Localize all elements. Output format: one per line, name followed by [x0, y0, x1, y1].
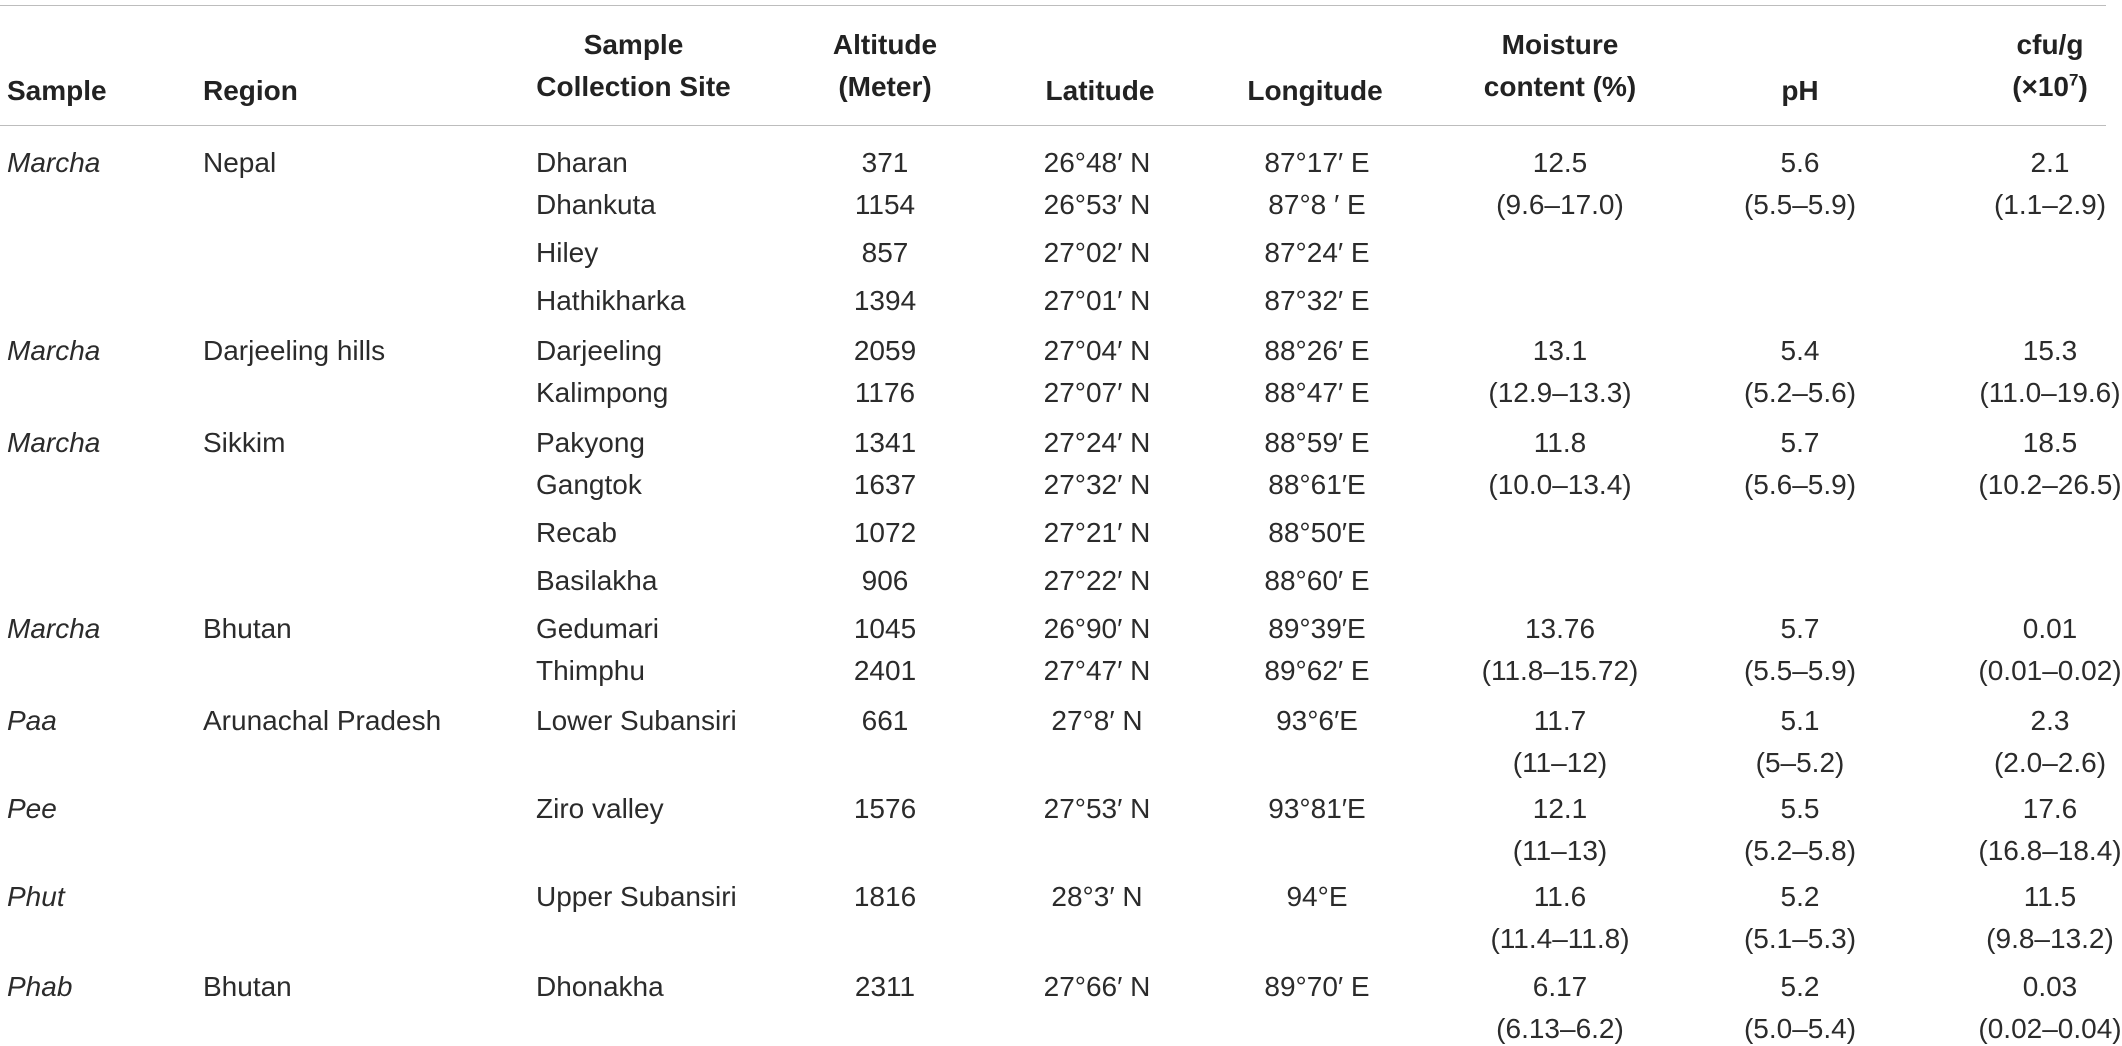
cell-ph: 5.4 — [1780, 335, 1820, 366]
cell-cfu: (11.0–19.6) — [1979, 377, 2121, 408]
header-cfu-line1: cfu/g — [2016, 29, 2084, 60]
cell-lon: 88°59′ E — [1264, 427, 1370, 458]
cell-alt: 2059 — [853, 335, 917, 366]
header-altitude-line2: (Meter) — [838, 71, 932, 102]
cell-moist: (6.13–6.2) — [1496, 1013, 1624, 1044]
cell-moist: (10.0–13.4) — [1488, 469, 1632, 500]
cell-ph: 5.7 — [1780, 427, 1820, 458]
cell-ph: 5.7 — [1780, 613, 1820, 644]
cell-site: Kalimpong — [536, 377, 669, 408]
header-cfu — [1990, 24, 2110, 108]
cell-lat: 27°24′ N — [1043, 427, 1151, 458]
cell-site: Gedumari — [536, 613, 659, 644]
cell-ph: (5.5–5.9) — [1743, 655, 1857, 686]
cell-alt: 1637 — [853, 469, 917, 500]
cell-lat: 27°8′ N — [1051, 705, 1143, 736]
cell-cfu: 18.5 — [2022, 427, 2078, 458]
cell-site: Hiley — [536, 237, 599, 268]
table-header-rule — [0, 125, 2106, 126]
cell-site: Darjeeling — [536, 335, 663, 366]
cell-lat: 27°66′ N — [1043, 971, 1151, 1002]
cell-lon: 87°32′ E — [1264, 285, 1370, 316]
cell-site: Recab — [536, 517, 617, 548]
cell-lon: 87°24′ E — [1264, 237, 1370, 268]
cell-lat: 27°07′ N — [1043, 377, 1151, 408]
cell-site: Ziro valley — [536, 793, 664, 824]
cell-moist: (12.9–13.3) — [1488, 377, 1632, 408]
cell-alt: 1394 — [853, 285, 917, 316]
cell-lon: 94°E — [1286, 881, 1348, 912]
header-cfu-post: ) — [2078, 71, 2088, 102]
cell-lat: 27°02′ N — [1043, 237, 1151, 268]
cell-lat: 27°47′ N — [1043, 655, 1151, 686]
header-cfu-line2 — [1990, 66, 2110, 108]
cell-lat: 28°3′ N — [1051, 881, 1143, 912]
cell-sample: Marcha — [7, 335, 101, 366]
header-altitude-line1: Altitude — [832, 29, 938, 60]
cell-lat: 26°53′ N — [1043, 189, 1151, 220]
cell-moist: (9.6–17.0) — [1496, 189, 1624, 220]
cell-sample: Marcha — [7, 613, 101, 644]
cell-moist: 6.17 — [1532, 971, 1588, 1002]
cell-lat: 27°32′ N — [1043, 469, 1151, 500]
cell-site: Hathikharka — [536, 285, 686, 316]
cell-moist: 12.5 — [1532, 147, 1588, 178]
cell-region: Arunachal Pradesh — [203, 705, 442, 736]
cell-moist: 13.1 — [1532, 335, 1588, 366]
header-latitude: Latitude — [1045, 75, 1155, 106]
cell-lat: 27°04′ N — [1043, 335, 1151, 366]
cell-region: Darjeeling hills — [203, 335, 386, 366]
header-site — [536, 24, 731, 108]
header-moisture — [1470, 24, 1650, 108]
cell-sample: Marcha — [7, 147, 101, 178]
cell-region: Sikkim — [203, 427, 286, 458]
cell-sample: Marcha — [7, 427, 101, 458]
cell-cfu: 2.3 — [2030, 705, 2070, 736]
cell-lon: 93°81′E — [1268, 793, 1366, 824]
header-cfu-pre: (×10 — [2012, 71, 2070, 102]
cell-alt: 2311 — [854, 971, 916, 1002]
cell-cfu: (9.8–13.2) — [1986, 923, 2114, 954]
cell-alt: 1154 — [854, 189, 916, 220]
cell-alt: 906 — [861, 565, 909, 596]
header-moisture-line1: Moisture — [1501, 29, 1619, 60]
cell-alt: 1816 — [853, 881, 917, 912]
cell-moist: 12.1 — [1532, 793, 1588, 824]
cell-site: Upper Subansiri — [536, 881, 737, 912]
cell-lon: 88°61′E — [1268, 469, 1366, 500]
cell-ph: (5.2–5.8) — [1743, 835, 1857, 866]
cell-site: Lower Subansiri — [536, 705, 737, 736]
cell-cfu: 0.03 — [2022, 971, 2078, 1002]
cell-ph: 5.2 — [1780, 971, 1820, 1002]
cell-cfu: (1.1–2.9) — [1993, 189, 2107, 220]
cell-site: Basilakha — [536, 565, 658, 596]
header-cfu-exponent: 7 — [2069, 70, 2079, 90]
cell-lon: 93°6′E — [1276, 705, 1358, 736]
cell-cfu: 2.1 — [2030, 147, 2070, 178]
header-region: Region — [203, 75, 298, 106]
header-altitude — [820, 24, 950, 108]
cell-site: Dharan — [536, 147, 628, 178]
cell-lat: 27°22′ N — [1043, 565, 1151, 596]
cell-alt: 1576 — [853, 793, 917, 824]
cell-moist: 13.76 — [1524, 613, 1596, 644]
cell-site: Dhankuta — [536, 189, 656, 220]
cell-alt: 661 — [861, 705, 909, 736]
cell-ph: 5.6 — [1780, 147, 1820, 178]
cell-cfu: (0.01–0.02) — [1978, 655, 2122, 686]
cell-lon: 89°39′E — [1268, 613, 1366, 644]
cell-lat: 26°90′ N — [1043, 613, 1151, 644]
cell-moist: 11.6 — [1533, 881, 1587, 912]
cell-ph: (5–5.2) — [1755, 747, 1845, 778]
cell-sample: Phut — [7, 881, 65, 912]
cell-site: Dhonakha — [536, 971, 664, 1002]
cell-cfu: 15.3 — [2022, 335, 2078, 366]
cell-region: Bhutan — [203, 971, 292, 1002]
cell-moist: (11–13) — [1512, 835, 1608, 866]
cell-alt: 1176 — [854, 377, 916, 408]
cell-lon: 87°8 ′ E — [1268, 189, 1366, 220]
cell-sample: Phab — [7, 971, 73, 1002]
cell-lon: 88°26′ E — [1264, 335, 1370, 366]
header-ph: pH — [1781, 75, 1819, 106]
header-site-line1: Sample — [583, 29, 684, 60]
cell-ph: (5.6–5.9) — [1743, 469, 1857, 500]
cell-sample: Paa — [7, 705, 57, 736]
cell-lon: 89°62′ E — [1264, 655, 1370, 686]
cell-lon: 89°70′ E — [1264, 971, 1370, 1002]
cell-lon: 88°60′ E — [1264, 565, 1370, 596]
cell-ph: 5.1 — [1780, 705, 1820, 736]
cell-cfu: (10.2–26.5) — [1978, 469, 2122, 500]
cell-ph: (5.2–5.6) — [1743, 377, 1857, 408]
cell-moist: (11–12) — [1512, 747, 1608, 778]
cell-moist: 11.7 — [1533, 705, 1587, 736]
header-site-line2: Collection Site — [536, 71, 731, 102]
cell-cfu: 11.5 — [2023, 881, 2077, 912]
cell-site: Pakyong — [536, 427, 645, 458]
cell-moist: 11.8 — [1533, 427, 1587, 458]
cell-lat: 27°01′ N — [1043, 285, 1151, 316]
cell-ph: (5.1–5.3) — [1743, 923, 1857, 954]
cell-region: Bhutan — [203, 613, 292, 644]
cell-lat: 27°53′ N — [1043, 793, 1151, 824]
cell-cfu: (2.0–2.6) — [1993, 747, 2107, 778]
cell-sample: Pee — [7, 793, 57, 824]
cell-lon: 87°17′ E — [1264, 147, 1370, 178]
cell-lat: 26°48′ N — [1043, 147, 1151, 178]
header-longitude: Longitude — [1247, 75, 1383, 106]
cell-ph: 5.5 — [1780, 793, 1820, 824]
table-top-rule — [0, 5, 2106, 6]
cell-site: Thimphu — [536, 655, 645, 686]
cell-cfu: (16.8–18.4) — [1978, 835, 2122, 866]
cell-ph: (5.0–5.4) — [1743, 1013, 1857, 1044]
cell-alt: 1072 — [853, 517, 917, 548]
cell-lon: 88°50′E — [1268, 517, 1366, 548]
header-moisture-line2: content (%) — [1483, 71, 1637, 102]
cell-cfu: (0.02–0.04) — [1978, 1013, 2122, 1044]
cell-cfu: 17.6 — [2022, 793, 2078, 824]
cell-region: Nepal — [203, 147, 277, 178]
cell-alt: 1341 — [853, 427, 917, 458]
header-sample: Sample — [7, 75, 107, 106]
cell-lat: 27°21′ N — [1043, 517, 1151, 548]
cell-lon: 88°47′ E — [1264, 377, 1370, 408]
cell-alt: 371 — [861, 147, 909, 178]
cell-moist: (11.8–15.72) — [1481, 655, 1639, 686]
cell-alt: 2401 — [853, 655, 917, 686]
cell-ph: (5.5–5.9) — [1743, 189, 1857, 220]
cell-moist: (11.4–11.8) — [1490, 923, 1630, 954]
cell-alt: 857 — [861, 237, 909, 268]
cell-site: Gangtok — [536, 469, 642, 500]
cell-alt: 1045 — [853, 613, 917, 644]
cell-ph: 5.2 — [1780, 881, 1820, 912]
cell-cfu: 0.01 — [2022, 613, 2078, 644]
